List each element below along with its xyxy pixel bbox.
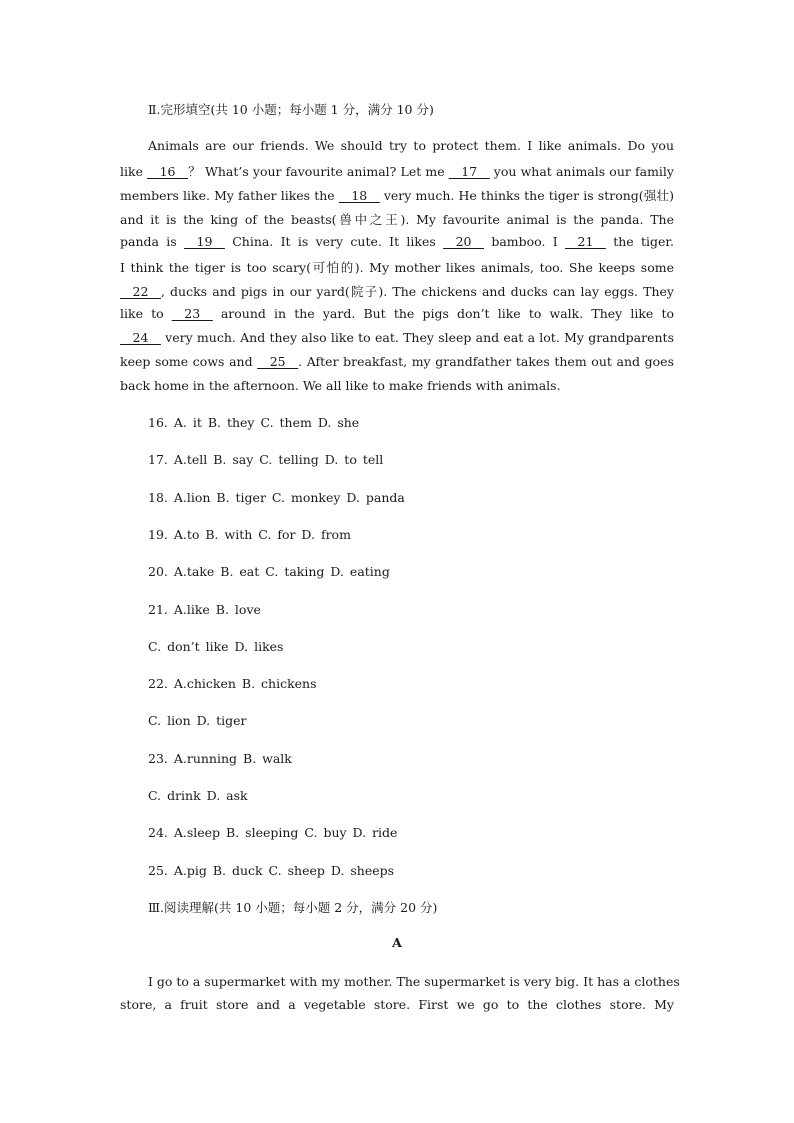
cloze-passage-line (120, 354, 674, 369)
passage-text: bamboo. I (484, 234, 565, 249)
answer-option-line: 16. A. it B. they C. them D. she (148, 415, 360, 430)
answer-option-line: 18. A.lion B. tiger C. monkey D. panda (148, 490, 405, 505)
cloze-blank: __25__ (257, 354, 299, 369)
cloze-passage-line (148, 138, 674, 153)
answer-option-line: 24. A.sleep B. sleeping C. buy D. ride (148, 825, 398, 840)
passage-text: very much. He thinks the tiger is strong(强壮) (379, 188, 674, 203)
passage-text: keep some cows and (120, 354, 258, 369)
passage-text: , ducks and pigs in our yard(院子). The chickens and ducks can lay eggs. They (160, 284, 674, 299)
answer-option-line: 23. A.running B. walk (148, 751, 292, 766)
answer-option-line: 17. A.tell B. say C. telling D. to tell (148, 452, 384, 467)
answer-option-line: C. drink D. ask (148, 788, 248, 803)
answer-option-line: 19. A.to B. with C. for D. from (148, 527, 351, 542)
passage-text: around in the yard. But the pigs don’t like to walk. They like to (212, 306, 674, 321)
cloze-blank: __24__ (120, 330, 161, 345)
reading-part-title: A (392, 935, 402, 950)
passage-text: Animals are our friends. We should try to protect them. I like animals. Do you (148, 138, 674, 153)
passage-text: and it is the king of the beasts(兽中之王). My favourite animal is the panda. The (120, 212, 674, 227)
answer-option-line: 22. A.chicken B. chickens (148, 676, 317, 691)
passage-text: like (120, 164, 148, 179)
cloze-blank: __17__ (448, 164, 490, 179)
cloze-blank: __18__ (338, 188, 380, 203)
cloze-passage-line (120, 258, 674, 276)
passage-text: you what animals our family (489, 164, 674, 179)
reading-passage-line: I go to a supermarket with my mother. The supermarket is very big. It has a clothes (148, 974, 680, 989)
cloze-blank: __16__ (147, 164, 189, 179)
passage-text: . After breakfast, my grandfather takes them out and goes (298, 354, 674, 369)
cloze-passage-line (120, 330, 674, 345)
answer-option-line: C. lion D. tiger (148, 713, 247, 728)
answer-option-line: 21. A.like B. love (148, 602, 261, 617)
passage-text: back home in the afternoon. We all like to make friends with animals. (120, 378, 561, 393)
passage-text: China. It is very cute. It likes (224, 234, 444, 249)
answer-option-line: 25. A.pig B. duck C. sheep D. sheeps (148, 863, 395, 878)
passage-text: members like. My father likes the (120, 188, 339, 203)
cloze-blank: __23__ (171, 306, 213, 321)
cloze-passage-line (120, 162, 674, 180)
cloze-passage-line (120, 234, 674, 249)
answer-option-line: 20. A.take B. eat C. taking D. eating (148, 564, 390, 579)
cloze-blank: __21__ (565, 234, 606, 249)
cloze-passage-line (120, 210, 674, 228)
cloze-blank: __20__ (443, 234, 485, 249)
cloze-passage-line (120, 282, 674, 300)
cloze-blank: __19__ (184, 234, 225, 249)
cloze-blank: __22__ (120, 284, 161, 299)
passage-text: like to (120, 306, 172, 321)
cloze-passage-line (120, 306, 674, 321)
answer-option-line: C. don’t like D. likes (148, 639, 284, 654)
passage-text: the tiger. (605, 234, 674, 249)
passage-text: very much. And they also like to eat. They sleep and eat a lot. My grandparents (160, 330, 674, 345)
reading-passage-line: store, a fruit store and a vegetable store. First we go to the clothes store. My (120, 997, 674, 1012)
passage-text: ？ What’s your favourite animal? Let me (188, 164, 449, 179)
cloze-passage-line (120, 186, 674, 204)
section-2-heading: Ⅱ.完形填空(共 10 小题；每小题 1 分，满分 10 分) (148, 102, 434, 117)
section-3-heading: Ⅲ.阅读理解(共 10 小题；每小题 2 分，满分 20 分) (148, 900, 438, 915)
passage-text: panda is (120, 234, 184, 249)
passage-text: I think the tiger is too scary(可怕的). My mother likes animals, too. She keeps some (120, 260, 674, 275)
cloze-passage-line (120, 378, 674, 393)
